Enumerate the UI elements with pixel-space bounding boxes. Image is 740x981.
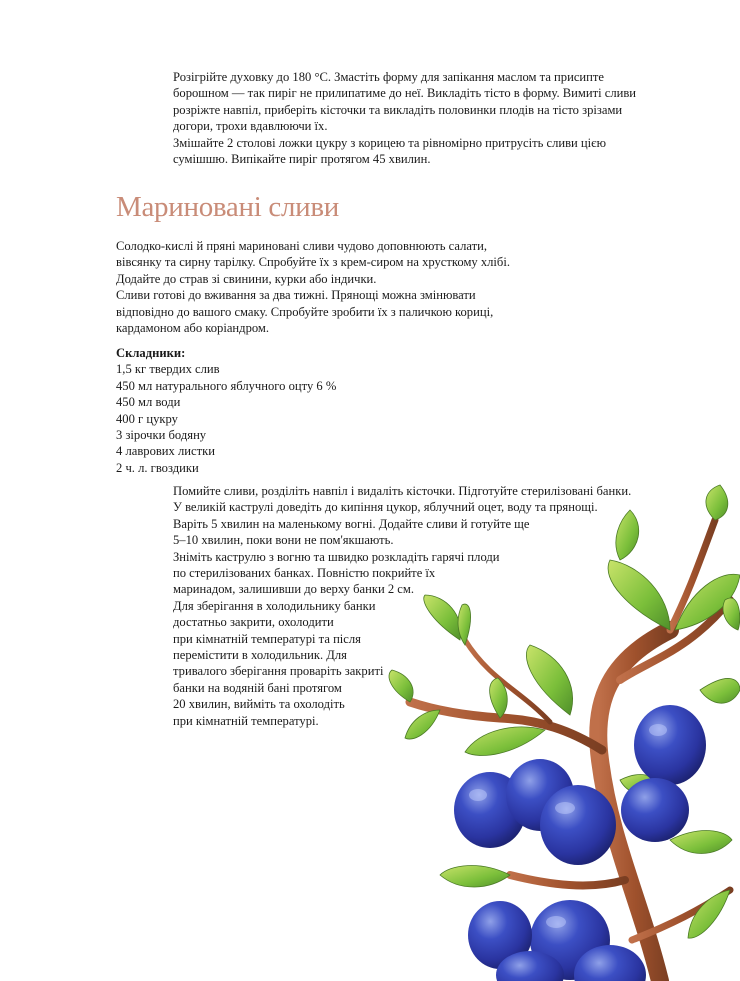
ingredient-item: 4 лаврових листки (116, 444, 215, 459)
ingredient-item: 3 зірочки бодяну (116, 428, 207, 443)
plum (634, 705, 706, 785)
text-line: тривалого зберігання проваріть закриті (173, 664, 384, 679)
text-line: Солодко-кислі й пряні мариновані сливи чудово доповнюють салати, (116, 239, 488, 253)
text-line: маринадом, залишивши до верху банки 2 см. (173, 582, 415, 597)
method-paragraph (173, 483, 631, 729)
text-line: Додайте до страв зі свинини, курки або індички. (116, 271, 377, 286)
plum (540, 785, 616, 865)
recipe-description (116, 238, 510, 336)
text-line: Для зберігання в холодильнику банки (173, 598, 376, 613)
ingredients-list (116, 345, 336, 476)
ingredient-item: 400 г цукру (116, 411, 178, 426)
text-line: по стерилізованих банках. Повністю покрийте їх (173, 566, 436, 581)
ingredient-item: 450 мл води (116, 395, 181, 410)
text-line: відповідно до вашого смаку. Спробуйте зробити їх з паличкою кориці, (116, 304, 494, 319)
text-line: кардамоном або коріандром. (116, 321, 270, 336)
plum (621, 778, 689, 842)
text-line: 20 хвилин, вийміть та охолодіть (173, 697, 345, 712)
text-line: Змішайте 2 столові ложки цукру з корицею та рівномірно притрусіть сливи цією (173, 135, 606, 150)
text-line: Помийте сливи, розділіть навпіл і видаліть кісточки. Підготуйте стерилізовані банки. (173, 484, 632, 498)
text-line: У великій каструлі доведіть до кипіння цукор, яблучний оцет, воду та прянощі. (173, 500, 598, 515)
text-line: Зніміть каструлю з вогню та швидко розкладіть гарячі плоди (173, 549, 500, 564)
ingredient-item: 450 мл натурального яблучного оцту 6 % (116, 378, 337, 393)
text-line: вівсянку та сирну тарілку. Спробуйте їх з крем-сиром на хрусткому хлібі. (116, 255, 510, 270)
intro-paragraph (173, 69, 636, 167)
text-line: перемістити в холодильник. Для (173, 648, 347, 663)
text-line: догори, трохи вдавлюючи їх. (173, 119, 328, 134)
text-line: борошном — так пиріг не прилипатиме до неї. Викладіть тісто в форму. Вимиті сливи (173, 86, 637, 101)
text-line: при кімнатній температурі та після (173, 631, 361, 646)
text-line: 5–10 хвилин, поки вони не пом'якшають. (173, 533, 394, 548)
text-line: банки на водяній бані протягом (173, 680, 342, 695)
text-line: Сливи готові до вживання за два тижні. Прянощі можна змінювати (116, 288, 476, 303)
text-line: сумішшю. Випікайте пиріг протягом 45 хвилин. (173, 152, 431, 167)
text-line: достатньо закрити, охолодити (173, 615, 334, 630)
ingredient-item: 1,5 кг твердих слив (116, 362, 220, 377)
ingredients-heading: Складники: (116, 346, 186, 360)
text-line: розріжте навпіл, приберіть кісточки та викладіть половинки плодів на тісто зрізами (173, 102, 623, 117)
recipe-title: Мариновані сливи (116, 191, 339, 223)
ingredient-item: 2 ч. л. гвоздики (116, 460, 199, 475)
text-line: Варіть 5 хвилин на маленькому вогні. Додайте сливи й готуйте ще (173, 516, 530, 531)
text-line: при кімнатній температурі. (173, 713, 319, 728)
text-line: Розігрійте духовку до 180 °С. Змастіть форму для запікання маслом та присипте (173, 70, 604, 84)
